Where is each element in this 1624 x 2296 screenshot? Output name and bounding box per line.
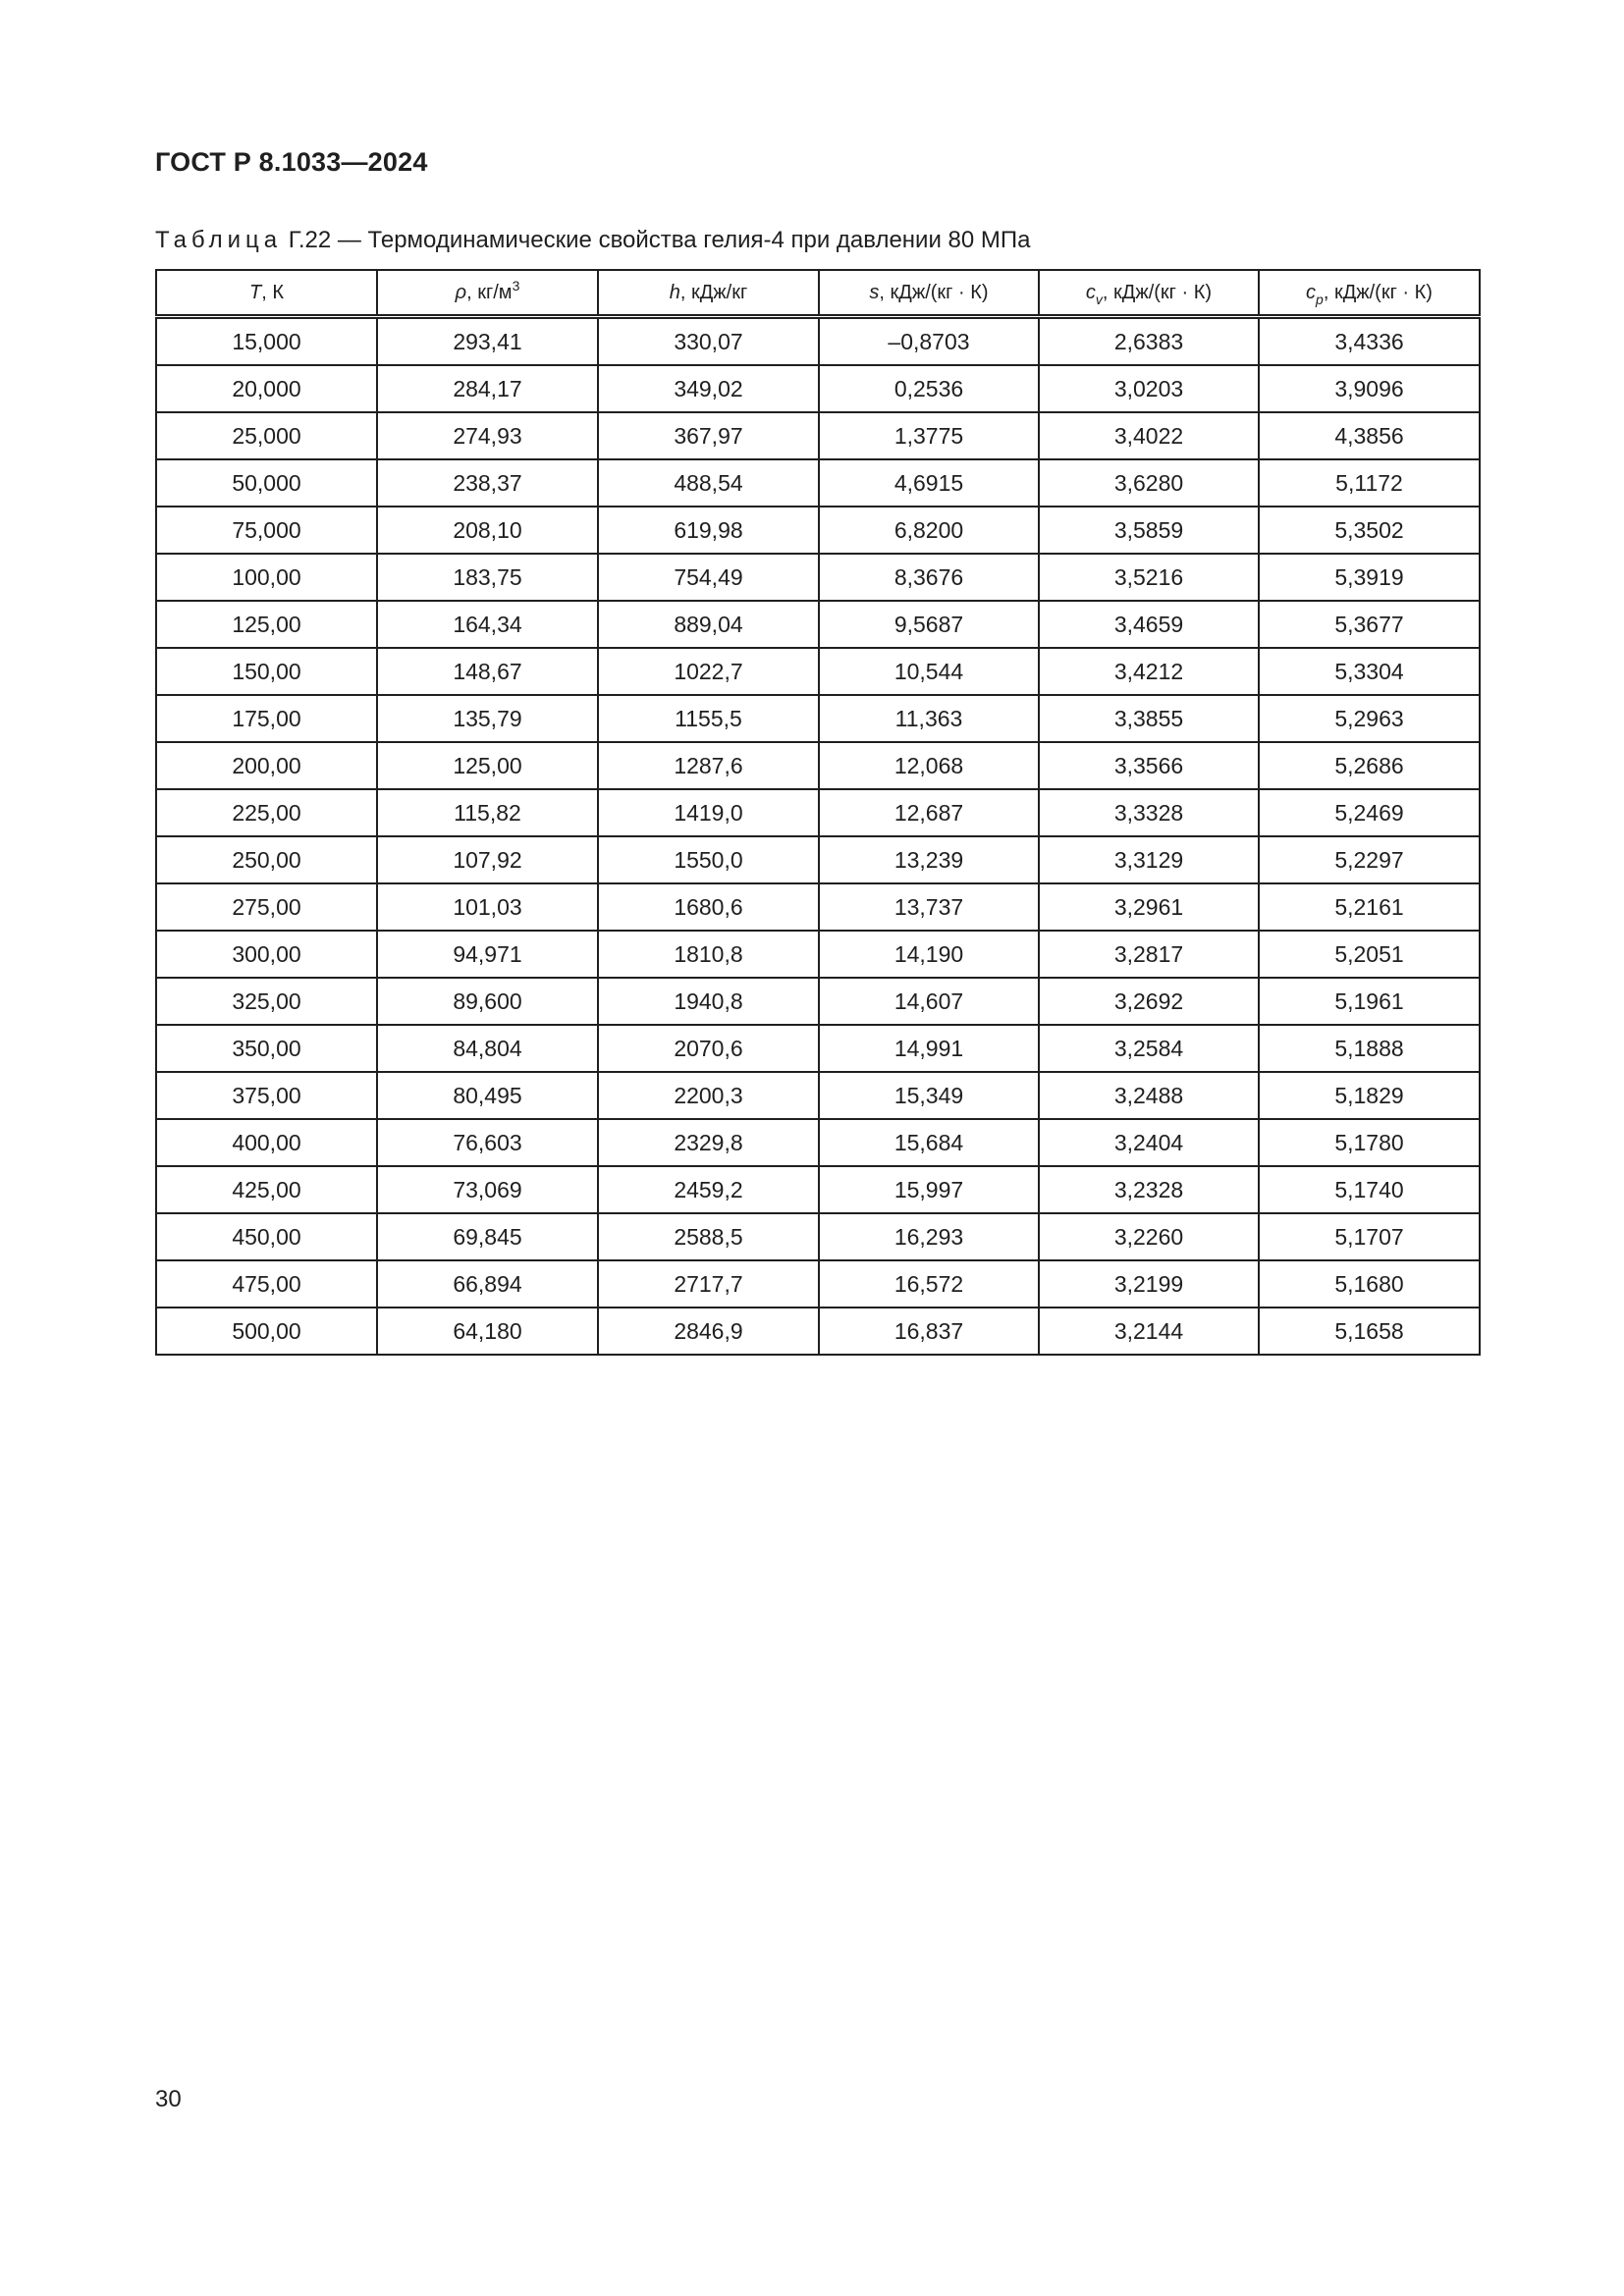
table-cell: 150,00 xyxy=(156,648,377,695)
column-header xyxy=(598,270,819,317)
table-cell: 2717,7 xyxy=(598,1260,819,1308)
table-cell: 115,82 xyxy=(377,789,598,836)
column-unit: , кДж/(кг · К) xyxy=(879,282,989,303)
table-cell: 4,3856 xyxy=(1259,412,1480,459)
table-cell: 3,3328 xyxy=(1039,789,1259,836)
table-row xyxy=(156,1308,1480,1355)
table-cell: 69,845 xyxy=(377,1213,598,1260)
table-cell: 94,971 xyxy=(377,931,598,978)
table-row xyxy=(156,1072,1480,1119)
table-row xyxy=(156,365,1480,412)
table-cell: 300,00 xyxy=(156,931,377,978)
table-cell: 3,3129 xyxy=(1039,836,1259,883)
table-cell: 5,2686 xyxy=(1259,742,1480,789)
table-cell: 73,069 xyxy=(377,1166,598,1213)
table-cell: 5,2051 xyxy=(1259,931,1480,978)
table-cell: 84,804 xyxy=(377,1025,598,1072)
column-unit: , кДж/(кг · К) xyxy=(1323,282,1433,303)
table-row xyxy=(156,1213,1480,1260)
table-cell: 238,37 xyxy=(377,459,598,507)
table-cell: 25,000 xyxy=(156,412,377,459)
table-cell: 5,1829 xyxy=(1259,1072,1480,1119)
table-cell: 3,5859 xyxy=(1039,507,1259,554)
table-cell: 3,4212 xyxy=(1039,648,1259,695)
table-cell: 175,00 xyxy=(156,695,377,742)
table-cell: 3,3566 xyxy=(1039,742,1259,789)
table-row xyxy=(156,931,1480,978)
table-cell: 16,837 xyxy=(819,1308,1039,1355)
table-cell: 3,2328 xyxy=(1039,1166,1259,1213)
column-symbol: s xyxy=(869,282,880,303)
table-row xyxy=(156,1260,1480,1308)
table-cell: 488,54 xyxy=(598,459,819,507)
table-row xyxy=(156,554,1480,601)
table-cell: 2588,5 xyxy=(598,1213,819,1260)
table-cell: 3,4336 xyxy=(1259,317,1480,366)
table-cell: 50,000 xyxy=(156,459,377,507)
column-header xyxy=(819,270,1039,317)
table-cell: 8,3676 xyxy=(819,554,1039,601)
table-cell: 13,737 xyxy=(819,883,1039,931)
table-cell: 3,5216 xyxy=(1039,554,1259,601)
column-symbol-subscript: v xyxy=(1095,292,1103,307)
table-cell: 1022,7 xyxy=(598,648,819,695)
table-cell: 107,92 xyxy=(377,836,598,883)
table-cell: 3,4022 xyxy=(1039,412,1259,459)
table-cell: 325,00 xyxy=(156,978,377,1025)
table-cell: 1550,0 xyxy=(598,836,819,883)
table-row xyxy=(156,1025,1480,1072)
table-cell: 15,000 xyxy=(156,317,377,366)
table-cell: 20,000 xyxy=(156,365,377,412)
table-cell: 4,6915 xyxy=(819,459,1039,507)
table-cell: 3,2260 xyxy=(1039,1213,1259,1260)
table-cell: 15,349 xyxy=(819,1072,1039,1119)
column-symbol: h xyxy=(669,282,680,303)
table-cell: 3,2692 xyxy=(1039,978,1259,1025)
table-cell: 148,67 xyxy=(377,648,598,695)
document-header: ГОСТ Р 8.1033—2024 xyxy=(155,147,428,177)
table-cell: 1940,8 xyxy=(598,978,819,1025)
column-unit-superscript: 3 xyxy=(512,278,520,294)
table-cell: 3,2404 xyxy=(1039,1119,1259,1166)
table-row xyxy=(156,978,1480,1025)
table-cell: 2329,8 xyxy=(598,1119,819,1166)
table-cell: 3,2144 xyxy=(1039,1308,1259,1355)
column-symbol: T xyxy=(249,282,262,303)
table-cell: 0,2536 xyxy=(819,365,1039,412)
table-cell: 3,2817 xyxy=(1039,931,1259,978)
table-row xyxy=(156,1119,1480,1166)
table-cell: 500,00 xyxy=(156,1308,377,1355)
table-cell: 135,79 xyxy=(377,695,598,742)
table-row xyxy=(156,742,1480,789)
table-cell: 5,2297 xyxy=(1259,836,1480,883)
table-cell: 9,5687 xyxy=(819,601,1039,648)
table-cell: 367,97 xyxy=(598,412,819,459)
table-cell: 14,607 xyxy=(819,978,1039,1025)
page-number: 30 xyxy=(155,2086,182,2112)
table-cell: 754,49 xyxy=(598,554,819,601)
table-cell: 425,00 xyxy=(156,1166,377,1213)
table-cell: 14,991 xyxy=(819,1025,1039,1072)
table-cell: 75,000 xyxy=(156,507,377,554)
table-cell: 1810,8 xyxy=(598,931,819,978)
table-cell: 3,2488 xyxy=(1039,1072,1259,1119)
table-cell: 15,997 xyxy=(819,1166,1039,1213)
table-cell: 208,10 xyxy=(377,507,598,554)
column-header xyxy=(156,270,377,317)
table-cell: 14,190 xyxy=(819,931,1039,978)
table-row xyxy=(156,836,1480,883)
table-header-row xyxy=(156,270,1480,317)
table-cell: –0,8703 xyxy=(819,317,1039,366)
table-cell: 5,1172 xyxy=(1259,459,1480,507)
column-header xyxy=(1259,270,1480,317)
table-row xyxy=(156,459,1480,507)
column-unit: , К xyxy=(261,282,284,303)
table-row xyxy=(156,412,1480,459)
table-caption-prefix: Таблица xyxy=(155,227,283,253)
table-cell: 5,1961 xyxy=(1259,978,1480,1025)
table-cell: 6,8200 xyxy=(819,507,1039,554)
table-cell: 889,04 xyxy=(598,601,819,648)
table-cell: 475,00 xyxy=(156,1260,377,1308)
table-cell: 1,3775 xyxy=(819,412,1039,459)
table-cell: 164,34 xyxy=(377,601,598,648)
table-cell: 2846,9 xyxy=(598,1308,819,1355)
table-cell: 5,2161 xyxy=(1259,883,1480,931)
table-cell: 5,1680 xyxy=(1259,1260,1480,1308)
table-cell: 293,41 xyxy=(377,317,598,366)
table-row xyxy=(156,883,1480,931)
table-body xyxy=(156,317,1480,1356)
table-cell: 5,3919 xyxy=(1259,554,1480,601)
column-symbol: ρ xyxy=(455,282,467,303)
table-cell: 250,00 xyxy=(156,836,377,883)
table-cell: 5,1658 xyxy=(1259,1308,1480,1355)
table-cell: 80,495 xyxy=(377,1072,598,1119)
column-symbol: c xyxy=(1306,282,1317,303)
table-cell: 64,180 xyxy=(377,1308,598,1355)
table-row xyxy=(156,601,1480,648)
table-cell: 89,600 xyxy=(377,978,598,1025)
table-cell: 13,239 xyxy=(819,836,1039,883)
table-cell: 76,603 xyxy=(377,1119,598,1166)
table-cell: 5,2963 xyxy=(1259,695,1480,742)
properties-table xyxy=(155,269,1481,1356)
table-row xyxy=(156,789,1480,836)
table-cell: 200,00 xyxy=(156,742,377,789)
table-cell: 3,6280 xyxy=(1039,459,1259,507)
table-cell: 3,2199 xyxy=(1039,1260,1259,1308)
table-cell: 5,3502 xyxy=(1259,507,1480,554)
table-cell: 125,00 xyxy=(377,742,598,789)
table-caption xyxy=(155,227,1031,254)
table-cell: 1155,5 xyxy=(598,695,819,742)
table-cell: 1419,0 xyxy=(598,789,819,836)
table-cell: 5,1707 xyxy=(1259,1213,1480,1260)
table-cell: 66,894 xyxy=(377,1260,598,1308)
table-cell: 16,572 xyxy=(819,1260,1039,1308)
table-cell: 3,3855 xyxy=(1039,695,1259,742)
table-cell: 5,1888 xyxy=(1259,1025,1480,1072)
table-cell: 3,4659 xyxy=(1039,601,1259,648)
table-cell: 349,02 xyxy=(598,365,819,412)
table-caption-text: Г.22 — Термодинамические свойства гелия-4 при давлении 80 МПа xyxy=(288,227,1031,253)
table-cell: 101,03 xyxy=(377,883,598,931)
table-cell: 2070,6 xyxy=(598,1025,819,1072)
table-cell: 375,00 xyxy=(156,1072,377,1119)
table-cell: 11,363 xyxy=(819,695,1039,742)
table-cell: 3,9096 xyxy=(1259,365,1480,412)
table-cell: 275,00 xyxy=(156,883,377,931)
table-row xyxy=(156,507,1480,554)
table-cell: 3,0203 xyxy=(1039,365,1259,412)
table-cell: 2200,3 xyxy=(598,1072,819,1119)
table-cell: 5,2469 xyxy=(1259,789,1480,836)
table-cell: 2459,2 xyxy=(598,1166,819,1213)
table-cell: 15,684 xyxy=(819,1119,1039,1166)
table-cell: 330,07 xyxy=(598,317,819,366)
table-cell: 400,00 xyxy=(156,1119,377,1166)
table-cell: 450,00 xyxy=(156,1213,377,1260)
table-cell: 12,687 xyxy=(819,789,1039,836)
table-cell: 125,00 xyxy=(156,601,377,648)
column-symbol: c xyxy=(1085,282,1096,303)
table-cell: 5,3304 xyxy=(1259,648,1480,695)
table-row xyxy=(156,695,1480,742)
table-cell: 3,2961 xyxy=(1039,883,1259,931)
table-cell: 284,17 xyxy=(377,365,598,412)
table-row xyxy=(156,1166,1480,1213)
table-cell: 10,544 xyxy=(819,648,1039,695)
table-cell: 350,00 xyxy=(156,1025,377,1072)
column-header xyxy=(1039,270,1259,317)
table-row xyxy=(156,317,1480,366)
table-cell: 619,98 xyxy=(598,507,819,554)
table-row xyxy=(156,648,1480,695)
table-cell: 2,6383 xyxy=(1039,317,1259,366)
table-cell: 1680,6 xyxy=(598,883,819,931)
table-cell: 274,93 xyxy=(377,412,598,459)
column-unit: , кДж/(кг · К) xyxy=(1102,282,1213,303)
column-header xyxy=(377,270,598,317)
table-cell: 225,00 xyxy=(156,789,377,836)
column-unit: , кг/м xyxy=(466,282,513,303)
table-cell: 3,2584 xyxy=(1039,1025,1259,1072)
table-cell: 100,00 xyxy=(156,554,377,601)
table-cell: 16,293 xyxy=(819,1213,1039,1260)
table-cell: 5,1780 xyxy=(1259,1119,1480,1166)
table-cell: 183,75 xyxy=(377,554,598,601)
table-cell: 12,068 xyxy=(819,742,1039,789)
column-unit: , кДж/кг xyxy=(679,282,748,303)
column-symbol-subscript: p xyxy=(1316,292,1324,307)
table-cell: 5,3677 xyxy=(1259,601,1480,648)
table-cell: 5,1740 xyxy=(1259,1166,1480,1213)
table-cell: 1287,6 xyxy=(598,742,819,789)
